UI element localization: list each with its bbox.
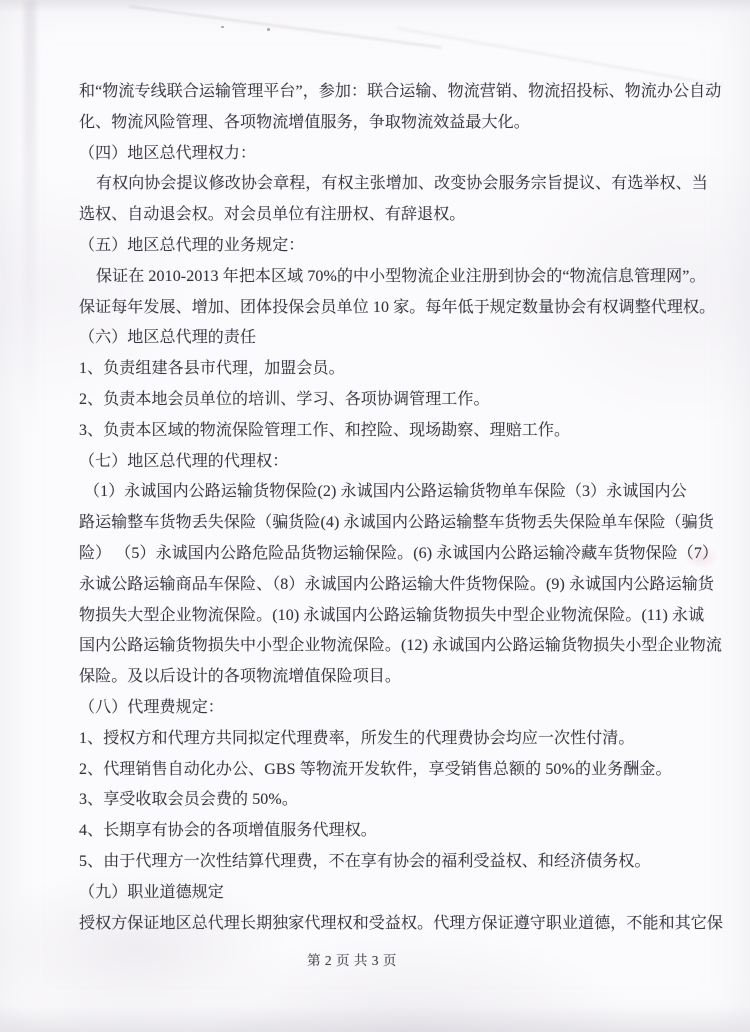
document-line: （九）职业道德规定 <box>79 883 224 901</box>
document-line: 险） （5）永诚国内公路危险品货物运输保险。(6) 永诚国内公路运输冷藏车货物保险（7） <box>79 544 719 562</box>
document-line: 保证每年发展、增加、团体投保会员单位 10 家。每年低于规定数量协会有权调整代理权。 <box>79 298 716 316</box>
document-line: （1）永诚国内公路运输货物保险(2) 永诚国内公路运输货物单车保险（3）永诚国内公 <box>84 483 687 501</box>
document-line: 物损失大型企业物流保险。(10) 永诚国内公路运输货物损失中型企业物流保险。(11) 永诚 <box>79 606 705 624</box>
document-line: 1、授权方和代理方共同拟定代理费率，所发生的代理费协会均应一次性付清。 <box>79 729 635 747</box>
document-line: 3、享受收取会员会费的 50%。 <box>79 791 298 809</box>
document-line: （五）地区总代理的业务规定： <box>79 236 305 254</box>
document-line: 4、长期享有协会的各项增值服务代理权。 <box>79 822 377 840</box>
document-line: （七）地区总代理的代理权： <box>79 452 289 470</box>
document-line: 5、由于代理方一次性结算代理费，不在享有协会的福利受益权、和经济债务权。 <box>79 852 651 870</box>
scan-shadow-bottom <box>0 1006 750 1032</box>
document-line: （四）地区总代理权力： <box>79 144 257 162</box>
document-line: 2、负责本地会员单位的培训、学习、各项协调管理工作。 <box>79 390 490 408</box>
document-line: 保险。及以后设计的各项物流增值保险项目。 <box>79 668 402 686</box>
document-line: 化、物流风险管理、各项物流增值服务，争取物流效益最大化。 <box>79 113 530 131</box>
document-line: 1、负责组建各县市代理，加盟会员。 <box>79 360 345 378</box>
document-line: 选权、自动退会权。对会员单位有注册权、有辞退权。 <box>79 206 466 224</box>
scan-fold-streak <box>24 0 36 430</box>
document-line: （八）代理费规定： <box>79 698 224 716</box>
scan-shadow-top <box>0 0 750 12</box>
document-line: （六）地区总代理的责任 <box>79 329 257 347</box>
document-line: 国内公路运输货物损失中小型企业物流保险。(12) 永诚国内公路运输货物损失小型企业物流 <box>79 637 722 655</box>
page-footer: 第 2 页 共 3 页 <box>307 953 397 968</box>
document-line: 保证在 2010-2013 年把本区域 70%的中小型物流企业注册到协会的“物流信息管理网”。 <box>96 267 706 285</box>
scan-speck <box>221 26 224 28</box>
document-line: 路运输整车货物丢失保险（骗货险(4) 永诚国内公路运输整车货物丢失保险单车保险（骗货 <box>79 514 714 532</box>
document-line: 3、负责本区域的物流保险管理工作、和控险、现场勘察、理赔工作。 <box>79 421 571 439</box>
document-line: 和“物流专线联合运输管理平台”，参加：联合运输、物流营销、物流招投标、物流办公自动 <box>79 83 722 100</box>
document-line: 2、代理销售自动化办公、GBS 等物流开发软件，享受销售总额的 50%的业务酬金。 <box>79 760 672 778</box>
document-line: 授权方保证地区总代理长期独家代理权和受益权。代理方保证遵守职业道德，不能和其它保 <box>79 914 724 932</box>
document-line: 永诚公路运输商品车保险、（8）永诚国内公路运输大件货物保险。(9) 永诚国内公路运输货 <box>79 575 714 593</box>
document-line: 有权向协会提议修改协会章程，有权主张增加、改变协会服务宗旨提议、有选举权、当 <box>96 175 708 193</box>
scan-speck <box>267 28 270 31</box>
document-text-block <box>79 77 724 939</box>
